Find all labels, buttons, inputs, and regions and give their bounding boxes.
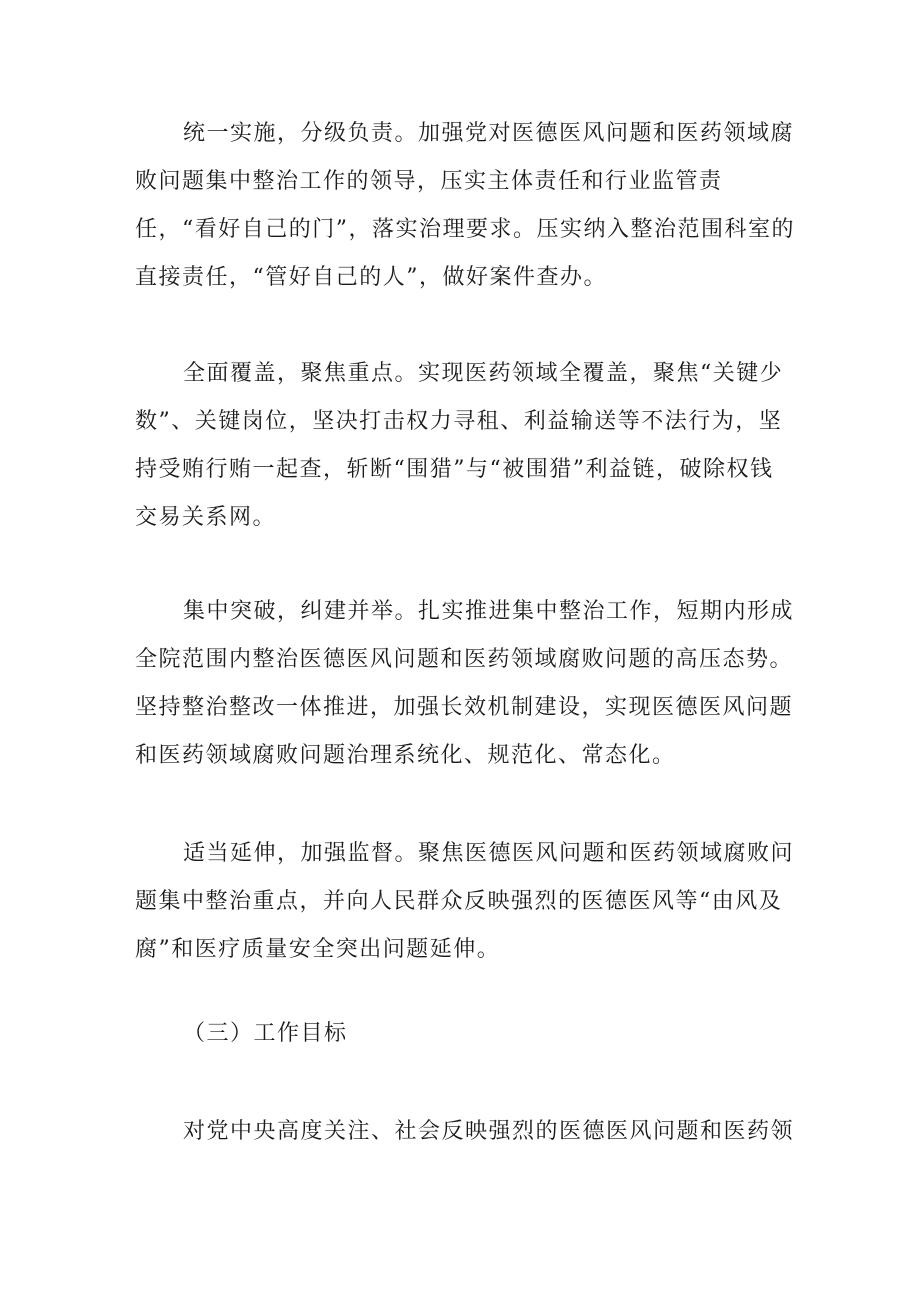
paragraph-concentrated-breakthrough: 集中突破，纠建并举。扎实推进集中整治工作，短期内形成全院范围内整治医德医风问题和医药领域腐败问题的高压态势。坚持整治整改一体推进，加强长效机制建设，实现医德医风问题和医药领域腐败问题治理系统化、规范化、常态化。 bbox=[135, 599, 795, 768]
paragraph-appropriate-extension: 适当延伸，加强监督。聚焦医德医风问题和医药领域腐败问题集中整治重点，并向人民群众反映强烈的医德医风等“由风及腐”和医疗质量安全突出问题延伸。 bbox=[135, 841, 795, 962]
paragraph-full-coverage: 全面覆盖，聚焦重点。实现医药领域全覆盖，聚焦“关键少数”、关键岗位，坚决打击权力寻租、利益输送等不法行为，坚持受贿行贿一起查，斩断“围猎”与“被围猎”利益链，破除权钱交易关系网。 bbox=[135, 361, 784, 530]
section-heading-work-goals: （三）工作目标 bbox=[183, 1021, 348, 1046]
paragraph-unified-implementation: 统一实施，分级负责。加强党对医德医风问题和医药领域腐败问题集中整治工作的领导，压实主体责任和行业监管责任，“看好自己的门”，落实治理要求。压实纳入整治范围科室的直接责任，“管好自己的人”，做好案件查办。 bbox=[135, 121, 795, 290]
paragraph-goals-intro: 对党中央高度关注、社会反映强烈的医德医风问题和医药领 bbox=[183, 1119, 795, 1144]
